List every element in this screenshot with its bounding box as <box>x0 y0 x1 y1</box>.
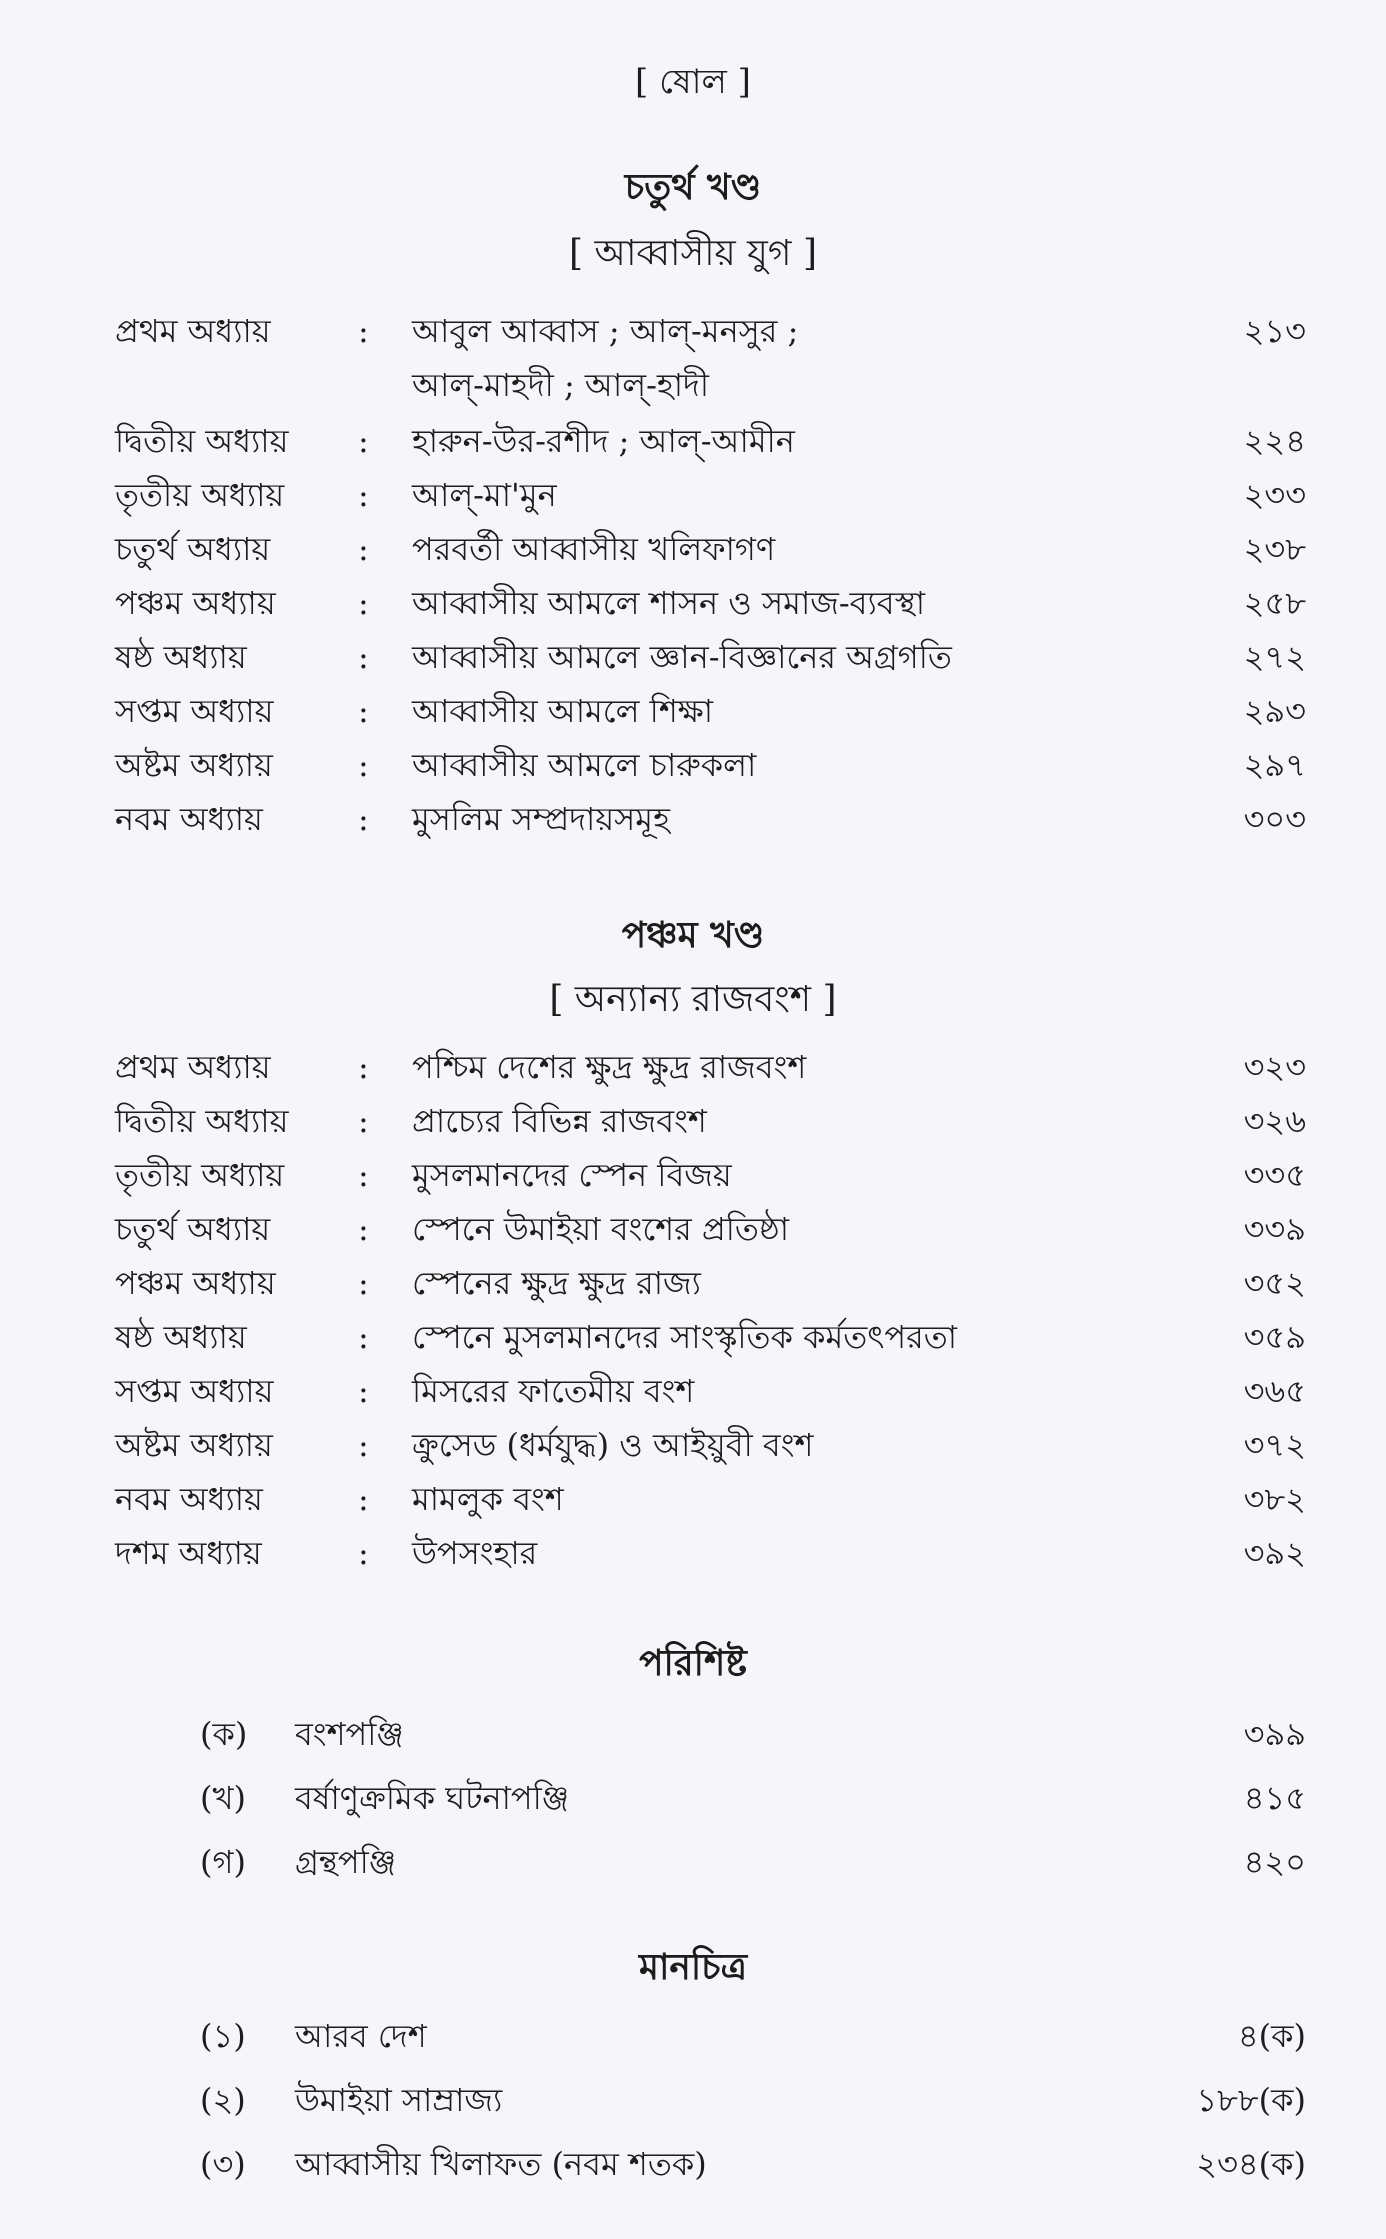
page-number: ৩৯৯ <box>1243 1715 1306 1753</box>
item-title: বংশপঞ্জি <box>295 1715 404 1753</box>
chapter-title: স্পেনে উমাইয়া বংশের প্রতিষ্ঠা <box>412 1210 790 1248</box>
chapter-label: প্রথম অধ্যায় <box>115 1048 271 1086</box>
appendix-title: পরিশিষ্ট <box>639 1642 747 1684</box>
page-number: ২২৪ <box>1243 422 1306 460</box>
chapter-title: পরবর্তী আব্বাসীয় খলিফাগণ <box>412 530 776 568</box>
toc-row <box>0 738 1386 792</box>
appendix-row <box>0 1830 1386 1894</box>
item-marker: (খ) <box>200 1779 246 1817</box>
separator: : <box>358 638 369 676</box>
page-number: ৩৬৫ <box>1243 1372 1306 1410</box>
page-number: ৩৮২ <box>1243 1480 1306 1518</box>
chapter-title: প্রাচ্যের বিভিন্ন রাজবংশ <box>412 1102 707 1140</box>
map-row <box>0 2132 1386 2196</box>
chapter-title: উপসংহার <box>412 1534 538 1572</box>
toc-row <box>0 1148 1386 1202</box>
separator: : <box>358 312 369 350</box>
chapter-label: দ্বিতীয় অধ্যায় <box>115 1102 289 1140</box>
toc-row <box>0 1202 1386 1256</box>
chapter-label: চতুর্থ অধ্যায় <box>115 1210 271 1248</box>
chapter-label: সপ্তম অধ্যায় <box>115 692 274 730</box>
toc-row <box>0 1418 1386 1472</box>
separator: : <box>358 476 369 514</box>
separator: : <box>358 800 369 838</box>
toc-row <box>0 1526 1386 1580</box>
page-number: ১৮৮(ক) <box>1196 2081 1306 2119</box>
chapter-label: ষষ্ঠ অধ্যায় <box>115 638 247 676</box>
separator: : <box>358 1480 369 1518</box>
page-number: ৪২০ <box>1243 1843 1306 1881</box>
toc-row <box>0 1472 1386 1526</box>
toc-row <box>0 1256 1386 1310</box>
page-number: ২৩৪(ক) <box>1196 2145 1306 2183</box>
item-marker: (২) <box>200 2081 246 2119</box>
chapter-title-line1: আবুল আব্বাস ; আল্‌-মনসুর ; <box>412 312 799 350</box>
chapter-title: আব্বাসীয় আমলে শিক্ষা <box>412 692 713 730</box>
chapter-title: পশ্চিম দেশের ক্ষুদ্র ক্ষুদ্র রাজবংশ <box>412 1048 807 1086</box>
separator: : <box>358 584 369 622</box>
appendix-row <box>0 1766 1386 1830</box>
chapter-label: প্রথম অধ্যায় <box>115 312 271 350</box>
chapter-label: দশম অধ্যায় <box>115 1534 262 1572</box>
chapter-title: আব্বাসীয় আমলে শাসন ও সমাজ-ব্যবস্থা <box>412 584 926 622</box>
chapter-title: স্পেনে মুসলমানদের সাংস্কৃতিক কর্মতৎপরতা <box>412 1318 958 1356</box>
chapter-title <box>412 304 798 412</box>
chapter-title: হারুন-উর-রশীদ ; আল্‌-আমীন <box>412 422 795 460</box>
page-number-label: [ ষোল ] <box>635 62 751 102</box>
page-number: ২৯৩ <box>1243 692 1306 730</box>
part5-toc <box>0 1040 1386 1580</box>
toc-row <box>0 792 1386 846</box>
chapter-label: পঞ্চম অধ্যায় <box>115 584 276 622</box>
chapter-label: ষষ্ঠ অধ্যায় <box>115 1318 247 1356</box>
part4-title: চতুর্থ খণ্ড <box>624 166 762 208</box>
maps-list <box>0 2004 1386 2196</box>
item-title: আরব দেশ <box>295 2017 427 2055</box>
chapter-label: নবম অধ্যায় <box>115 800 263 838</box>
separator: : <box>358 1210 369 1248</box>
chapter-title: আল্‌-মা'মুন <box>412 476 557 514</box>
item-title: উমাইয়া সাম্রাজ্য <box>295 2081 503 2119</box>
toc-row <box>0 414 1386 468</box>
item-title: আব্বাসীয় খিলাফত (নবম শতক) <box>295 2145 707 2183</box>
separator: : <box>358 692 369 730</box>
toc-row <box>0 1040 1386 1094</box>
chapter-label: পঞ্চম অধ্যায় <box>115 1264 276 1302</box>
chapter-title: আব্বাসীয় আমলে জ্ঞান-বিজ্ঞানের অগ্রগতি <box>412 638 952 676</box>
chapter-label: তৃতীয় অধ্যায় <box>115 1156 285 1194</box>
separator: : <box>358 530 369 568</box>
separator: : <box>358 1264 369 1302</box>
page-number: ২৩৮ <box>1243 530 1306 568</box>
toc-row <box>0 468 1386 522</box>
page-number: ৩৩৯ <box>1243 1210 1306 1248</box>
separator: : <box>358 1048 369 1086</box>
toc-row <box>0 576 1386 630</box>
map-row <box>0 2004 1386 2068</box>
toc-row <box>0 1310 1386 1364</box>
separator: : <box>358 1102 369 1140</box>
part5-subtitle: [ অন্যান্য রাজবংশ ] <box>549 979 837 1020</box>
page-number: ৩৯২ <box>1243 1534 1306 1572</box>
item-title: গ্রন্থপঞ্জি <box>295 1843 397 1881</box>
page-number: ২৫৮ <box>1243 584 1306 622</box>
page-number: ২৭২ <box>1243 638 1306 676</box>
separator: : <box>358 1534 369 1572</box>
chapter-label: তৃতীয় অধ্যায় <box>115 476 285 514</box>
separator: : <box>358 1318 369 1356</box>
item-marker: (৩) <box>200 2145 246 2183</box>
chapter-title: স্পেনের ক্ষুদ্র ক্ষুদ্র রাজ্য <box>412 1264 701 1302</box>
separator: : <box>358 1426 369 1464</box>
page-number: ৩৫২ <box>1243 1264 1306 1302</box>
toc-row <box>0 684 1386 738</box>
chapter-title: মামলুক বংশ <box>412 1480 564 1518</box>
page-number: ২৯৭ <box>1243 746 1306 784</box>
appendix-row <box>0 1702 1386 1766</box>
separator: : <box>358 1372 369 1410</box>
item-marker: (১) <box>200 2017 246 2055</box>
maps-title: মানচিত্র <box>638 1946 748 1988</box>
chapter-title: আব্বাসীয় আমলে চারুকলা <box>412 746 757 784</box>
chapter-title: মুসলমানদের স্পেন বিজয় <box>412 1156 732 1194</box>
part5-title: পঞ্চম খণ্ড <box>621 914 765 956</box>
chapter-label: অষ্টম অধ্যায় <box>115 1426 273 1464</box>
page-number: ৩৭২ <box>1243 1426 1306 1464</box>
item-marker: (গ) <box>200 1843 246 1881</box>
chapter-title: ক্রুসেড (ধর্মযুদ্ধ) ও আইয়ুবী বংশ <box>412 1426 814 1464</box>
page-number: ৩২৬ <box>1243 1102 1306 1140</box>
separator: : <box>358 746 369 784</box>
appendix-list <box>0 1702 1386 1894</box>
chapter-title: মিসরের ফাতেমীয় বংশ <box>412 1372 695 1410</box>
toc-row <box>0 522 1386 576</box>
chapter-title-line2: আল্‌-মাহদী ; আল্‌-হাদী <box>412 366 709 404</box>
chapter-label: অষ্টম অধ্যায় <box>115 746 273 784</box>
toc-row <box>0 1094 1386 1148</box>
chapter-title: মুসলিম সম্প্রদায়সমূহ <box>412 800 670 838</box>
part4-toc <box>0 304 1386 846</box>
chapter-label: সপ্তম অধ্যায় <box>115 1372 274 1410</box>
item-marker: (ক) <box>200 1715 248 1753</box>
page-number: ৪১৫ <box>1243 1779 1306 1817</box>
chapter-label: দ্বিতীয় অধ্যায় <box>115 422 289 460</box>
page-number: ২১৩ <box>1243 312 1306 350</box>
page-number: ২৩৩ <box>1243 476 1306 514</box>
page-number: ৩০৩ <box>1243 800 1306 838</box>
page-number: ৩৫৯ <box>1243 1318 1306 1356</box>
page-number: ৪(ক) <box>1237 2017 1306 2055</box>
item-title: বর্ষাণুক্রমিক ঘটনাপঞ্জি <box>295 1779 570 1817</box>
toc-row <box>0 630 1386 684</box>
page-number: ৩৩৫ <box>1243 1156 1306 1194</box>
toc-row <box>0 1364 1386 1418</box>
map-row <box>0 2068 1386 2132</box>
chapter-label: চতুর্থ অধ্যায় <box>115 530 271 568</box>
separator: : <box>358 422 369 460</box>
page-number: ৩২৩ <box>1243 1048 1306 1086</box>
toc-row <box>0 304 1386 414</box>
part4-subtitle: [ আব্বাসীয় যুগ ] <box>569 233 817 274</box>
chapter-label: নবম অধ্যায় <box>115 1480 263 1518</box>
separator: : <box>358 1156 369 1194</box>
